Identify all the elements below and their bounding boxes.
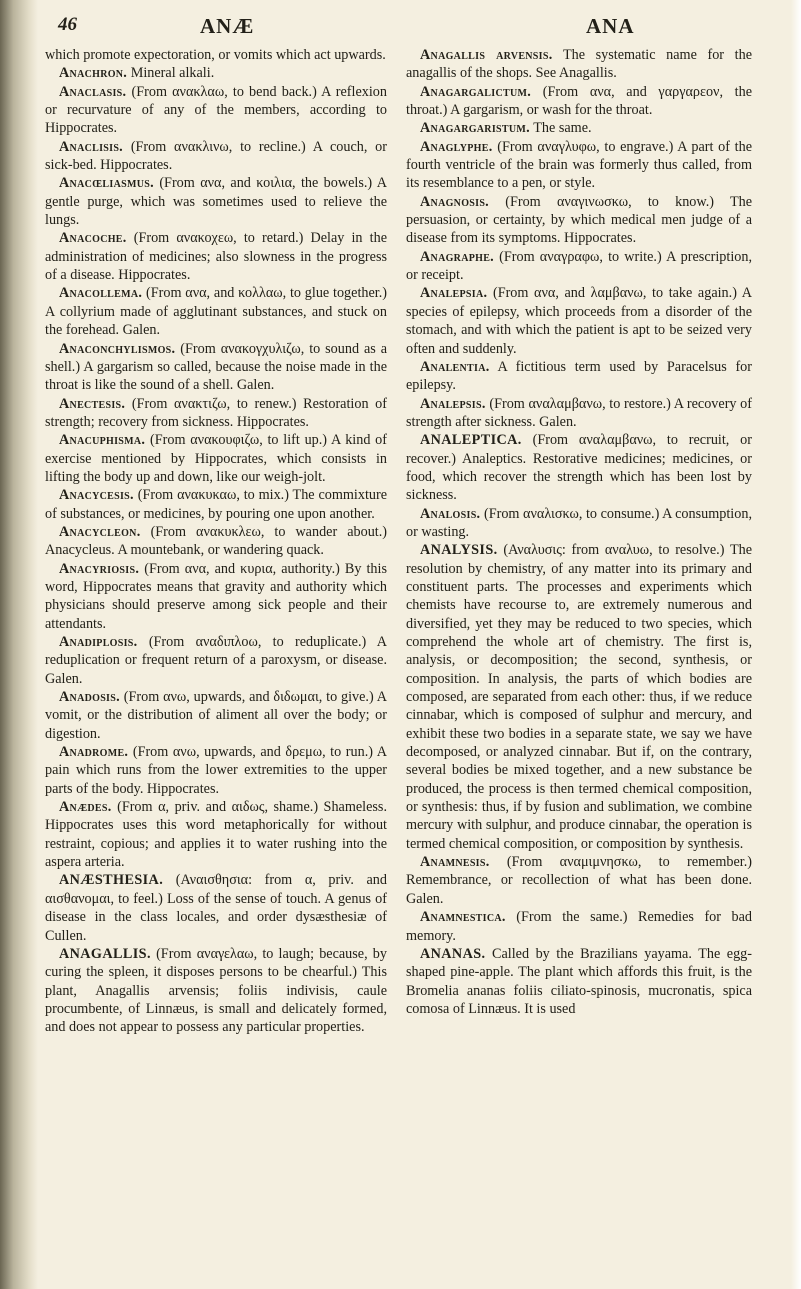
entry-definition: (From αναγινωσκω, to know.) The persuasion, or certainty, by which medical men judge of a disease from its symptoms. Hippocrates.: [406, 193, 752, 247]
dictionary-entry: [45, 688, 387, 743]
dictionary-entry: [406, 853, 752, 908]
entry-definition: (From ανακυκαω, to mix.) The commixture of substances, or medicines, by pouring one upon another.: [45, 487, 387, 522]
entry-headword: Anacycleon.: [59, 523, 141, 540]
entry-definition: (From αναμιμνησκω, to remember.) Remembrance, or recollection of what has been done. Galen.: [406, 854, 752, 907]
dictionary-entry: [406, 119, 752, 137]
dictionary-entry: [45, 633, 387, 688]
dictionary-entry: [406, 431, 752, 504]
entry-definition: (From ανακλαω, to bend back.) A reflexion or recurvature of any of the members, according to Hippocrates.: [45, 83, 387, 137]
entry-headword: ANAGALLIS.: [59, 945, 151, 962]
running-head-right: ANA: [586, 14, 635, 38]
dictionary-entry: [45, 138, 387, 175]
entry-definition: (From ανα, and λαμβανω, to take again.) A species of epilepsy, which proceeds from a disorder of the stomach, and with which the patient is apt to be seized very often and suddenly.: [406, 285, 752, 357]
dictionary-entry: [45, 340, 387, 395]
dictionary-entry: [406, 83, 752, 120]
entry-definition: (From αναλισκω, to consume.) A consumption, or wasting.: [406, 505, 752, 540]
dictionary-entry: [45, 798, 387, 871]
entry-headword: Anagnosis.: [420, 193, 490, 210]
dictionary-entry: [45, 523, 387, 560]
dictionary-entry: [45, 395, 387, 432]
entry-definition: (From ανακυκλεω, to wander about.) Anacycleus. A mountebank, or wandering quack.: [45, 523, 387, 559]
entry-definition: Called by the Brazilians yayama. The egg-shaped pine-apple. The plant which affords this fruit, is the Bromelia ananas foliis ciliato-spinosis, mucronatis, spica comosa of Linnæus. It is used: [406, 945, 752, 1017]
dictionary-entry: [406, 248, 752, 285]
entry-headword: Anaclisis.: [59, 138, 124, 155]
entry-definition: (From ανω, upwards, and διδωμαι, to give.) A vomit, or the distribution of aliment all over the body; or digestion.: [45, 689, 387, 742]
page-edge: [791, 0, 801, 1289]
dictionary-entry: [406, 541, 752, 853]
entry-definition: (From ανα, and κυρια, authority.) By this word, Hippocrates means that gravity and authority which physicians should preserve among sick people and their attendants.: [45, 560, 387, 632]
dictionary-entry: [406, 908, 752, 945]
dictionary-entry: [45, 229, 387, 284]
entry-definition: (From ανα, and κοιλια, the bowels.) A gentle purge, which was sometimes used to relieve the lungs.: [45, 175, 387, 229]
dictionary-entry: [45, 743, 387, 798]
entry-definition: The systematic name for the anagallis of the shops. See Anagallis.: [406, 47, 752, 82]
entry-definition: (From αναγελαω, to laugh; because, by curing the spleen, it disposes persons to be chearful.) This plant, Anagallis arvensis; foliis indivisis, caule procumbente, of Linnæus, is small and delicately formed, and does not appear to possess any particular properties.: [45, 945, 387, 1036]
entry-definition: (From ανα, and κολλαω, to glue together.) A collyrium made of agglutinant substances, and stuck on the forehead. Galen.: [45, 285, 387, 339]
entry-headword: Anacyriosis.: [59, 560, 140, 577]
entry-headword: Anacollema.: [59, 285, 143, 302]
entry-headword: ANÆSTHESIA.: [59, 872, 164, 889]
entry-definition: (From αναγραφω, to write.) A prescription, or receipt.: [406, 248, 752, 284]
entry-headword: Anamnestica.: [420, 909, 506, 926]
page-header: [0, 14, 801, 44]
dictionary-entry: [406, 395, 752, 432]
page-binding-shadow: [0, 0, 38, 1289]
entry-headword: Anectesis.: [59, 395, 126, 412]
entry-definition: (From αναλαμβανω, to recruit, or recover.) Analeptics. Restorative medicines; medicines, or food, which recover the strength which has been lost by sickness.: [406, 432, 752, 504]
entry-headword: ANALYSIS.: [420, 542, 498, 559]
left-column: [45, 46, 387, 1037]
dictionary-entry: [406, 284, 752, 357]
entry-definition: (From αναγλυφω, to engrave.) A part of the fourth ventricle of the brain was formerly thus called, from its resemblance to a pen, or style.: [406, 138, 752, 192]
dictionary-entry: [406, 193, 752, 248]
entry-headword: Anædes.: [59, 799, 112, 816]
dictionary-entry: [406, 358, 752, 395]
entry-definition: (From ανακογχυλιζω, to sound as a shell.) A gargarism so called, because the noise made in the throat is like the sound of a shell. Galen.: [45, 340, 387, 394]
entry-definition: (From αναδιπλοω, to reduplicate.) A reduplication or frequent return of a paroxysm, or disease. Galen.: [45, 634, 387, 687]
entry-headword: Anachron.: [59, 65, 128, 82]
entry-definition: (From ανα, and γαργαρεον, the throat.) A gargarism, or wash for the throat.: [406, 83, 752, 119]
dictionary-entry: [406, 138, 752, 193]
entry-definition: A fictitious term used by Paracelsus for epilepsy.: [406, 358, 752, 394]
entry-headword: Anacuphisma.: [59, 432, 146, 449]
entry-headword: Anamnesis.: [420, 854, 490, 871]
entry-headword: Anadiplosis.: [59, 634, 138, 650]
entry-headword: Anadosis.: [59, 689, 120, 706]
entry-headword: Analosis.: [420, 505, 481, 522]
entry-definition: (From ανακουφιζω, to lift up.) A kind of exercise mentioned by Hippocrates, which consists in lifting the body up and down, like our weigh-jolt.: [45, 432, 387, 485]
dictionary-entry: [45, 871, 387, 944]
entry-definition: (From α, priv. and αιδως, shame.) Shameless. Hippocrates uses this word metaphorically for without restraint, copious; and applies it to water rushing into the aspera arteria.: [45, 799, 387, 871]
dictionary-entry: [45, 431, 387, 486]
entry-headword: Anaclasis.: [59, 83, 127, 100]
entry-definition: (From the same.) Remedies for bad memory.: [406, 909, 752, 944]
entry-headword: Anacycesis.: [59, 487, 134, 504]
entry-headword: Analepsis.: [420, 395, 486, 412]
page-number: 46: [58, 14, 77, 35]
entry-definition: (Αναλυσις: from αναλυω, to resolve.) The resolution by chemistry, of any matter into its primary and constituent parts. The processes and experiments which chemists have recourse to, are extremely numerous and diversified, yet they may be reduced to two species, which comprehend the whole art of chemistry. The first is, analysis, or decomposition; the second, synthesis, or composition. In analysis, the parts of which bodies are composed, are separated from each other: thus, if we reduce cinnabar, which is composed of sulphur and mercury, and exhibit these two bodies in a separate state, we say we have decomposed, or analyzed cinnabar. But if, on the contrary, several bodies be mixed together, and a new substance be produced, the process is then termed chemical composition, or synthesis: thus, if by fusion and sublimation, we combine mercury with sulphur, and produce cinnabar, the operation is termed chemical composition, or composition by synthesis.: [406, 542, 752, 852]
right-column: [406, 46, 752, 1018]
dictionary-entry: [45, 945, 387, 1037]
dictionary-entry: [45, 284, 387, 339]
entry-definition: (From ανακλινω, to recline.) A couch, or sick-bed. Hippocrates.: [45, 138, 387, 174]
entry-definition: (From ανακοχεω, to retard.) Delay in the administration of medicines; also slowness in the progress of a disease. Hippocrates.: [45, 230, 387, 284]
entry-headword: Analentia.: [420, 358, 490, 375]
dictionary-entry: [45, 46, 387, 64]
dictionary-entry: [45, 83, 387, 138]
entry-headword: ANANAS.: [420, 945, 486, 962]
running-head-left: ANÆ: [200, 14, 255, 38]
dictionary-entry: [45, 174, 387, 229]
entry-headword: Anagraphe.: [420, 248, 495, 265]
entry-definition: (Αναισθησια: from α, priv. and αισθανομαι, to feel.) Loss of the sense of touch. A genus of disease in the class locales, and order dysæsthesiæ of Cullen.: [45, 872, 387, 944]
entry-headword: Anacoche.: [59, 230, 127, 247]
entry-headword: Anacœliasmus.: [59, 175, 154, 192]
dictionary-entry: [45, 486, 387, 523]
entry-headword: Anagargaristum.: [420, 120, 530, 137]
entry-headword: Anagargalictum.: [420, 83, 532, 100]
entry-definition: The same.: [529, 120, 592, 137]
dictionary-entry: [406, 505, 752, 542]
entry-definition: which promote expectoration, or vomits which act upwards.: [45, 47, 386, 63]
entry-headword: Analepsia.: [420, 285, 488, 302]
entry-headword: Anaglyphe.: [420, 138, 493, 155]
entry-definition: (From αναλαμβανω, to restore.) A recovery of strength after sickness. Galen.: [406, 395, 752, 430]
dictionary-entry: [406, 46, 752, 83]
entry-headword: Anaconchylismos.: [59, 340, 176, 357]
entry-definition: (From ανακτιζω, to renew.) Restoration of strength; recovery from sickness. Hippocrates.: [45, 395, 387, 430]
dictionary-entry: [406, 945, 752, 1018]
dictionary-entry: [45, 64, 387, 82]
entry-headword: Anadrome.: [59, 744, 129, 761]
entry-definition: (From ανω, upwards, and δρεμω, to run.) A pain which runs from the lower extremities to the upper parts of the body. Hippocrates.: [45, 744, 387, 797]
entry-definition: Mineral alkali.: [127, 65, 215, 82]
dictionary-entry: [45, 560, 387, 633]
entry-headword: Anagallis arvensis.: [420, 47, 553, 63]
entry-headword: ANALEPTICA.: [420, 432, 522, 449]
